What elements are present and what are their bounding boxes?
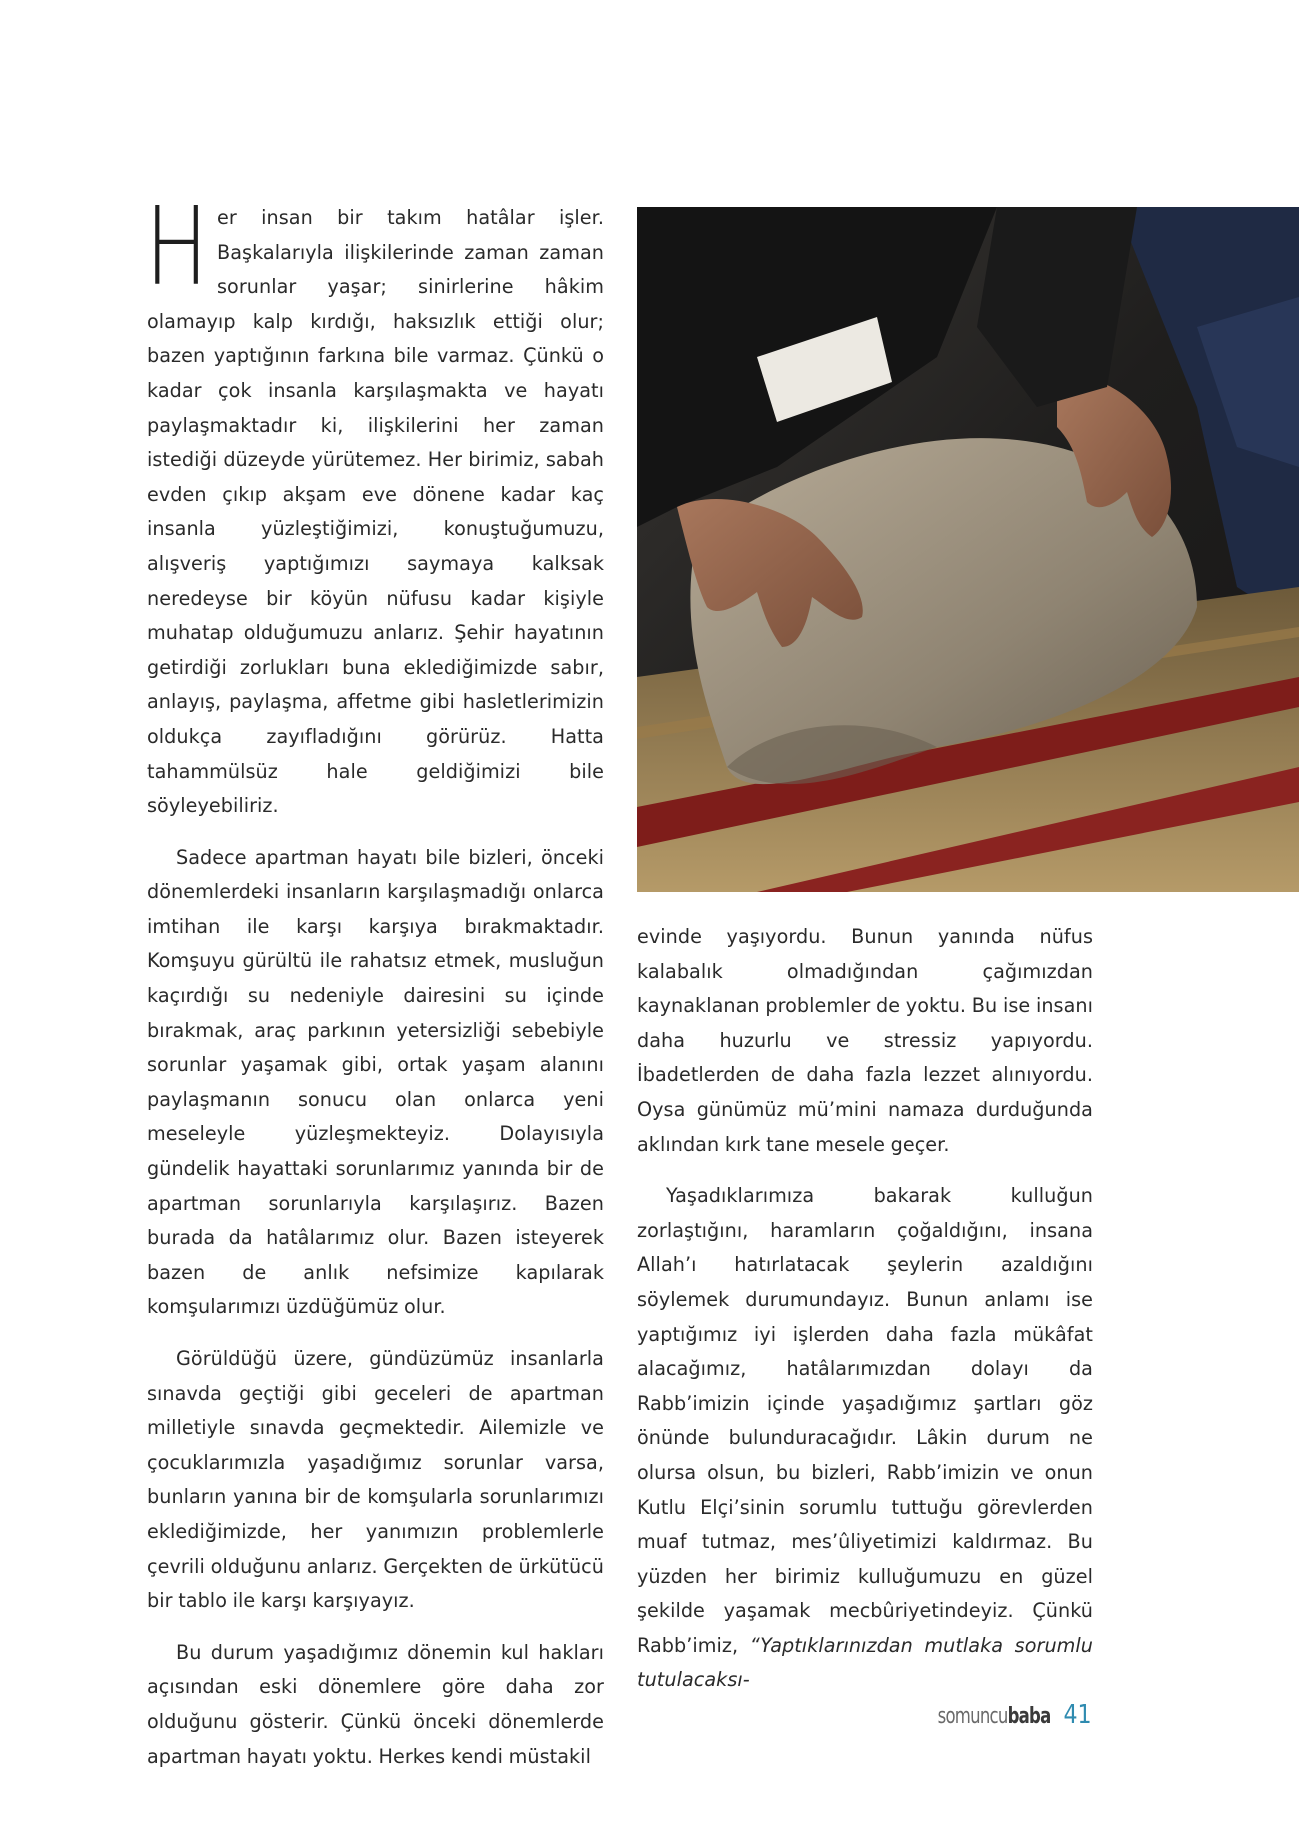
brand-part-1: somuncu <box>938 1704 1009 1729</box>
paragraph-1-text: er insan bir takım hatâlar işler. Başkalarıyla ilişkilerinde zaman zaman sorunlar yaşar; sinirlerine hâkim olamayıp kalp kırdığı, haksızlık ettiği olur; bazen yaptığının farkına bile varmaz. Çünkü o kadar çok insanla karşılaşmakta ve hayatı paylaşmaktadır ki, ilişkilerini her zaman istediği düzeyde yürütemez. Her birimiz, sabah evden çıkıp akşam eve dönene kadar kaç insanla yüzleştiğimizi, konuştuğumuzu, alışveriş yaptığımızı saymaya kalksak neredeyse bir köyün nüfusu kadar kişiyle muhatap olduğumuzu anlarız. Şehir hayatının getirdiği zorlukları buna eklediğimizde sabır, anlayış, paylaşma, affetme gibi hasletlerimizin oldukça zayıfladığını görürüz. Hatta tahammülsüz hale geldiğimizi bile söyleyebiliriz. <box>147 206 604 818</box>
quote-start: “Yaptıklarınızdan mutlaka sorumlu tutulacaksı- <box>637 1633 1093 1692</box>
paragraph-2: Sadece apartman hayatı bile bizleri, önceki dönemlerdeki insanların karşılaşmadığı onlarca imtihan ile karşı karşıya bırakmaktadır. Komşuyu gürültü ile rahatsız etmek, musluğun kaçırdığı su nedeniyle dairesini su içinde bırakmak, araç parkının yetersizliği sebebiyle sorunlar yaşamak gibi, ortak yaşam alanını paylaşmanın sonucu olan onlarca yeni meseleyle yüzleşmekteyiz. Dolayısıyla gündelik hayattaki sorunlarımız yanında bir de apartman sorunlarıyla karşılaşırız. Bazen burada da hatâlarımız olur. Bazen isteyerek bazen de anlık nefsimize kapılarak komşularımızı üzdüğümüz olur. <box>147 845 604 1319</box>
paragraph-1 <box>145 185 604 824</box>
paragraph-6 <box>637 1179 1093 1698</box>
brand-part-2: baba <box>1008 1704 1051 1729</box>
paragraph-6-text: Yaşadıklarımıza bakarak kulluğun zorlaştığını, haramların çoğaldığını, insana Allah’ı hatırlatacak şeylerin azaldığını söylemek durumundayız. Bunun anlamı ise yaptığımız iyi işlerden daha fazla mükâfat alacağımız, hatâlarımızdan dolayı da Rabb’imizin içinde yaşadığımız şartları göz önünde bulunduracağıdır. Lâkin durum ne olursa olsun, bu bizleri, Rabb’imizin ve onun Kutlu Elçi’sinin sorumlu tuttuğu görevlerden muaf tutmaz, mes’ûliyetimizi kaldırmaz. Bu yüzden her birimiz kulluğumuzu en güzel şekilde yaşamak mecbûriyetindeyiz. Çünkü Rabb’imiz, <box>637 1184 1093 1657</box>
drop-cap: H <box>145 185 209 310</box>
left-column <box>145 185 604 1791</box>
paragraph-5: evinde yaşıyordu. Bunun yanında nüfus kalabalık olmadığından çağımızdan kaynaklanan problemler de yoktu. Bu ise insanı daha huzurlu ve stressiz yapıyordu. İbadetlerden de daha fazla lezzet alınıyordu. Oysa günümüz mü’mini namaza durduğunda aklından kırk tane mesele geçer. <box>637 925 1093 1156</box>
page-number: 41 <box>1063 1700 1092 1730</box>
paragraph-3: Görüldüğü üzere, gündüzümüz insanlarla sınavda geçtiği gibi geceleri de apartman milletiyle sınavda geçmektedir. Ailemizle ve çocuklarımızla yaşadığımız sorunlar varsa, bunların yanına bir de komşularla sorunlarımızı eklediğimizde, her yanımızın problemlerle çevrili olduğunu anlarız. Gerçekten de ürkütücü bir tablo ile karşı karşıyayız. <box>147 1347 604 1613</box>
article-photo <box>637 207 1299 892</box>
paragraph-4: Bu durum yaşadığımız dönemin kul hakları açısından eski dönemlere göre daha zor olduğunu gösterir. Çünkü önceki dönemlerde apartman hayatı yoktu. Herkes kendi müstakil <box>147 1640 604 1768</box>
magazine-brand <box>938 1704 1051 1729</box>
page-footer <box>900 1700 1094 1730</box>
right-column <box>637 920 1093 1715</box>
prayer-photo-illustration <box>637 207 1299 892</box>
